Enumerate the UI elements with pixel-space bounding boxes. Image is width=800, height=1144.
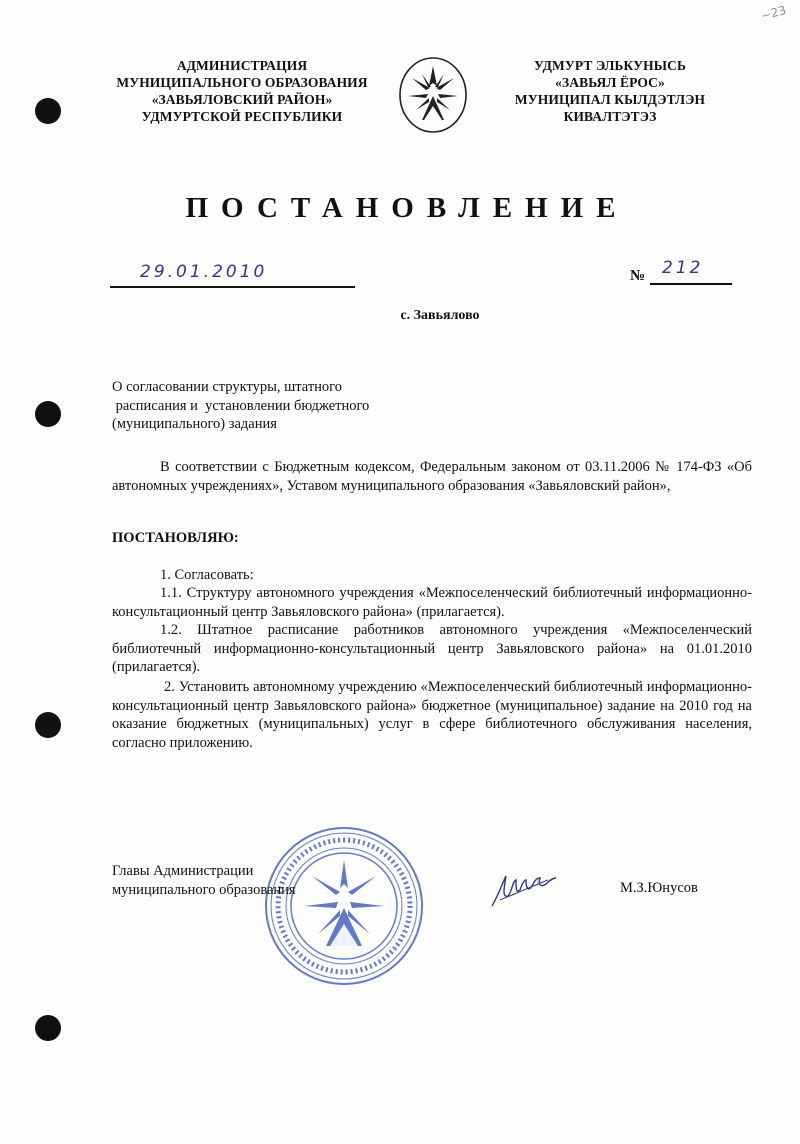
punch-hole-1 [35, 98, 61, 124]
header-right-line: УДМУРТ ЭЛЬКУНЫСЬ [533, 58, 687, 73]
header-right-line: «ЗАВЬЯЛ ЁРОС» [555, 75, 665, 90]
resolve-heading: ПОСТАНОВЛЯЮ: [112, 530, 239, 546]
official-stamp [262, 824, 426, 988]
header-left-block [92, 57, 392, 125]
subject-block [112, 378, 432, 434]
preamble-paragraph: В соответствии с Бюджетным кодексом, Федеральным законом от 03.11.2006 № 174-ФЗ «Об автономных учреждениях», Уставом муниципального образования «Завьяловский район», [112, 459, 752, 494]
number-label: № [630, 268, 646, 284]
punch-hole-4 [35, 1015, 61, 1041]
signatory-name: М.З.Юнусов [620, 880, 698, 896]
header-left-line: АДМИНИСТРАЦИЯ [176, 58, 308, 73]
header-left-line: МУНИЦИПАЛЬНОГО ОБРАЗОВАНИЯ [116, 75, 368, 90]
item-1: 1. Согласовать: [160, 567, 254, 583]
date-underline [110, 286, 355, 288]
date-handwritten: 29.01.2010 [140, 262, 268, 282]
place-name: с. Завьялово [400, 308, 480, 323]
header-left-line: УДМУРТСКОЙ РЕСПУБЛИКИ [141, 109, 343, 124]
header-left-line: «ЗАВЬЯЛОВСКИЙ РАЙОН» [151, 92, 333, 107]
signature-position [112, 862, 296, 899]
header-right-line: МУНИЦИПАЛ КЫЛДЭТЛЭН [514, 92, 706, 107]
subject-line: расписания и установлении бюджетного [112, 397, 370, 414]
number-underline [650, 283, 732, 285]
handwritten-signature [488, 866, 558, 910]
signature-position-line: Главы Администрации [112, 863, 254, 879]
signature-position-line: муниципального образования [112, 881, 296, 898]
header-right-block [485, 57, 735, 125]
item-2: 2. Установить автономному учреждению «Межпоселенческий библиотечный информационно-консультационный центр Завьяловского района» бюджетное (муниципальное) задание на 2010 год на оказание бюджетных (муниципальных) услуг в сфере библиотечного обслуживания населения, согласно приложению. [112, 679, 752, 751]
number-handwritten: 212 [662, 258, 704, 278]
document-title: ПОСТАНОВЛЕНИЕ [185, 192, 629, 224]
punch-hole-3 [35, 712, 61, 738]
punch-hole-2 [35, 401, 61, 427]
item-1-2: 1.2. Штатное расписание работников автономного учреждения «Межпоселенческий библиотечный информационно-консультационный центр Завьяловского района» на 01.01.2010 (прилагается). [112, 622, 752, 675]
item-1-1: 1.1. Структуру автономного учреждения «Межпоселенческий библиотечный информационно-консультационный центр Завьяловского района» (прилагается). [112, 585, 752, 620]
subject-line: (муниципального) задания [112, 416, 277, 432]
corner-handwritten-mark: ~23 [759, 2, 788, 24]
emblem-logo [398, 56, 468, 134]
subject-line: О согласовании структуры, штатного [112, 379, 343, 395]
header-right-line: КИВАЛТЭТЭЗ [563, 109, 657, 124]
